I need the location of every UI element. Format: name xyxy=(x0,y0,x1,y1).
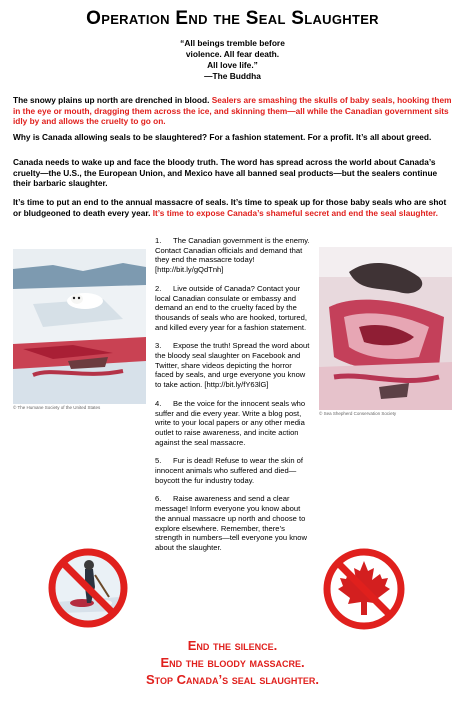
quote-line: violence. All fear death. xyxy=(185,49,280,59)
step-text: Expose the truth! Spread the word about the bloody seal slaughter on Facebook and Twitter, share videos depicting the horror faced by seals, and urge everyone you know to take action. [http://bit.ly/fY63lG] xyxy=(155,341,310,390)
step-number: 1. xyxy=(155,236,162,245)
list-item xyxy=(155,236,310,275)
seal-photo-right xyxy=(319,247,452,410)
slogan-line: End the silence. xyxy=(187,638,278,653)
list-item xyxy=(155,284,310,333)
buddha-quote xyxy=(150,38,315,82)
list-item xyxy=(155,399,310,448)
intro-text: The snowy plains up north are drenched in blood. xyxy=(13,95,210,105)
slogan-line: Stop Canada’s seal slaughter. xyxy=(146,672,319,687)
no-sealing-sign xyxy=(47,547,129,629)
list-item xyxy=(155,494,310,552)
list-item xyxy=(155,456,310,485)
no-canada-sign xyxy=(322,547,406,631)
step-number: 2. xyxy=(155,283,162,293)
no-sealing-icon xyxy=(47,547,129,629)
seal-carcass-image xyxy=(319,247,452,410)
seal-photo-left xyxy=(13,249,146,404)
list-item xyxy=(155,341,310,390)
action-red-text: It’s time to expose Canada’s shameful secret and end the seal slaughter. xyxy=(152,207,438,218)
step-text: Raise awareness and send a clear message! Inform everyone you know about the annual massacre up north and choose to explore elsewhere. Remember, there’s strength in numbers—tell everyone you know about the slaughter. xyxy=(155,494,307,552)
quote-author: —The Buddha xyxy=(204,71,261,81)
step-text: Be the voice for the innocent seals who suffer and die every year. Write a blog post, write to your local papers or any other media outlet to raise awareness, and incite action against the seal massacre. xyxy=(155,398,306,447)
action-text: It’s time to put an end to the annual massacre of seals. It’s time to speak up for those baby seals who are shot or bludgeoned to death every year. xyxy=(13,197,447,218)
step-text: The Canadian government is the enemy. Contact Canadian officials and demand that they end the massacre today! [http://bit.ly/gQdTnh] xyxy=(155,236,310,275)
quote-line: “All beings tremble before xyxy=(180,38,285,48)
seal-on-ice-image xyxy=(13,249,146,404)
truth-paragraph: Canada needs to wake up and face the bloody truth. The word has spread across the world about Canada’s cruelty—the U.S., the European Union, and Mexico have all banned seal products—but the sealers continue their barbaric slaughter. xyxy=(13,157,438,189)
step-number: 4. xyxy=(155,398,162,408)
step-text: Live outside of Canada? Contact your local Canadian consulate or embassy and demand an end to the cruelty faced by the thousands of seals who are hooked, tortured, and killed every year for a fashion statement. xyxy=(155,283,307,332)
photo-credit-left: © The Humane Society of the United States xyxy=(13,405,101,410)
step-number: 5. xyxy=(155,456,162,466)
no-maple-leaf-icon xyxy=(322,547,406,631)
step-number: 3. xyxy=(155,341,162,351)
slogan-line: End the bloody massacre. xyxy=(160,655,305,670)
action-steps-list xyxy=(155,236,310,562)
photo-credit-right: © Sea Shepherd Conservation Society xyxy=(319,411,397,416)
quote-line: All love life.” xyxy=(207,60,258,70)
closing-slogans xyxy=(0,637,465,688)
greed-paragraph: Why is Canada allowing seals to be slaughtered? For a fashion statement. For a profit. It’s all about greed. xyxy=(13,132,432,142)
intro-paragraph xyxy=(13,95,453,127)
step-number: 6. xyxy=(155,494,162,504)
call-to-action-paragraph xyxy=(13,197,453,218)
step-text: Fur is dead! Refuse to wear the skin of innocent animals who suffered and died—boycott the fur industry today. xyxy=(155,456,304,485)
intro-red-text: Sealers are smashing the skulls of baby seals, hooking them in the eye or mouth, dragging them across the ice, and skinning them—all while the Canadian government sits idly by and allows the cruelty to go on. xyxy=(13,95,452,127)
page-title: Operation End the Seal Slaughter xyxy=(86,8,379,29)
